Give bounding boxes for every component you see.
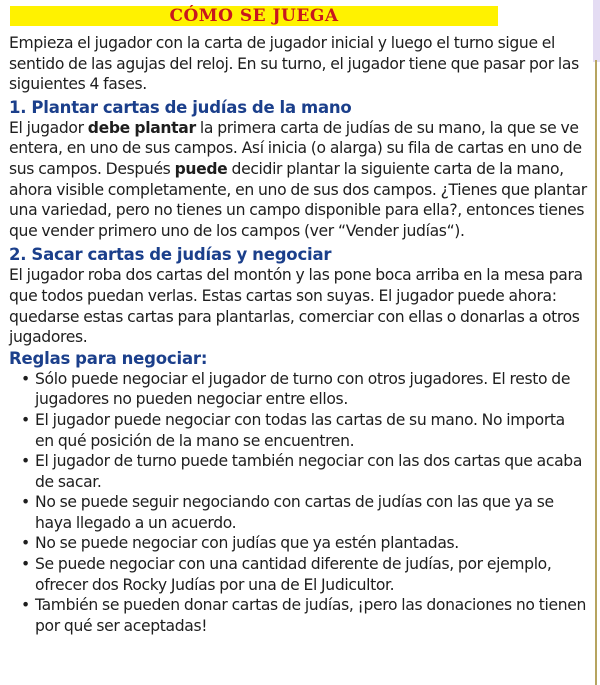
rules-content [9,33,587,636]
bullet-icon: • [21,369,30,388]
list-item [21,595,587,636]
list-item [21,410,587,451]
emphasis-puede: puede [174,159,228,178]
rules-heading: Reglas para negociar: [9,348,208,368]
title-banner [10,6,498,26]
bullet-icon: • [21,555,30,574]
rules-list [9,369,587,637]
intro-paragraph: Empieza el jugador con la carta de jugador inicial y luego el turno sigue el sentido de las agujas del reloj. En su turno, el jugador tiene que pasar por las siguientes 4 fases. [9,34,579,94]
list-item [21,369,587,410]
list-item [21,533,587,554]
list-item [21,492,587,533]
section-2-body: El jugador roba dos cartas del montón y las pone boca arriba en la mesa para que todos puedan verlas. Estas cartas son suyas. El jugador puede ahora: quedarse estas cartas para plantarlas, comerciar con ellas o donarlas a otros jugadores. [9,266,583,347]
rule-text: No se puede negociar con judías que ya estén plantadas. [35,534,459,553]
section-2-heading: 2. Sacar cartas de judías y negociar [9,245,332,265]
bullet-icon: • [21,534,30,553]
bullet-icon: • [21,493,30,512]
list-item [21,451,587,492]
section-1-heading: 1. Plantar cartas de judías de la mano [9,97,352,117]
bullet-icon: • [21,410,30,429]
corner-tint [593,0,600,62]
emphasis-debe-plantar: debe plantar [87,118,196,137]
section-1-body [9,118,587,242]
list-item [21,554,587,595]
rule-text: El jugador puede negociar con todas las cartas de su mano. No importa en qué posición de la mano se encuentren. [35,410,565,450]
rule-text: Sólo puede negociar el jugador de turno con otros jugadores. El resto de jugadores no pueden negociar entre ellos. [35,369,571,409]
bullet-icon: • [21,596,30,615]
section-1-text: El jugador [9,118,88,137]
bullet-icon: • [21,452,30,471]
section-1-text: decidir plantar la siguiente carta de la mano, ahora visible completamente, en uno de sus dos campos. ¿Tienes que plantar una variedad, pero no tienes un campo disponible para ella?, entonces tienes que vender primero uno de los campos (ver “Vender judías“). [9,159,587,240]
page-edge-border [595,60,597,685]
rule-text: No se puede seguir negociando con cartas de judías con las que ya se haya llegado a un acuerdo. [35,493,554,532]
rule-text: El jugador de turno puede también negociar con las dos cartas que acaba de sacar. [35,452,583,491]
page-title: CÓMO SE JUEGA [169,6,339,26]
section-1-text: la primera carta de judías de su mano, la que se ve entera, en uno de sus campos. Así inicia (o alarga) su fila de cartas en uno de sus campos. Después [9,118,582,178]
rule-text: Se puede negociar con una cantidad diferente de judías, por ejemplo, ofrecer dos Rocky Judías por una de El Judicultor. [35,555,552,594]
rule-text: También se pueden donar cartas de judías, ¡pero las donaciones no tienen por qué ser aceptadas! [35,596,587,635]
